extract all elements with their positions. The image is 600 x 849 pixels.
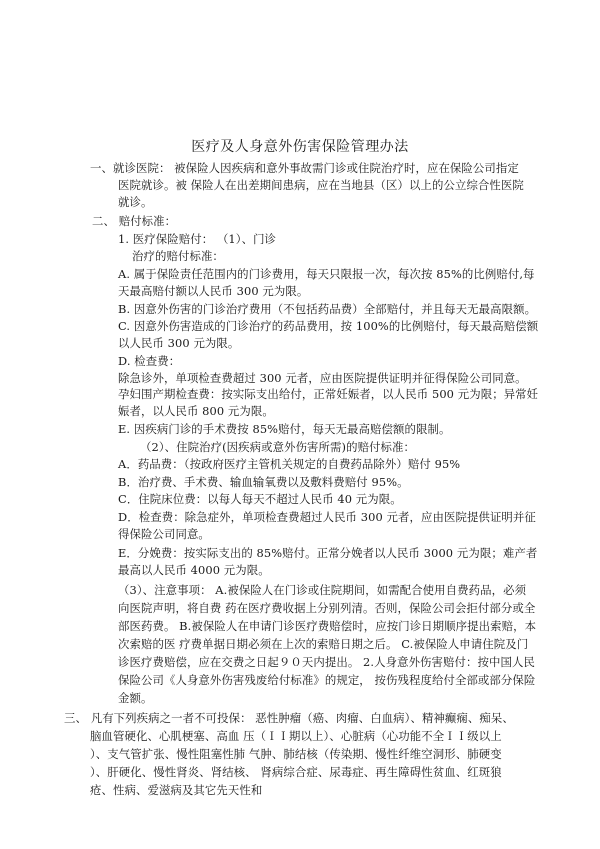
text-line: B. 因意外伤害的门诊治疗费用（不包括药品费）全部赔付，并且每天无最高限额。 bbox=[118, 302, 537, 316]
text-line: 最高以人民币 4000 元为限。 bbox=[118, 563, 270, 577]
document-title: 医疗及人身意外伤害保险管理办法 bbox=[191, 139, 409, 155]
text-line: 次索赔的医 疗费单据日期必须在上次的索赔日期之后。 C.被保险人申请住院及门 bbox=[118, 637, 529, 651]
text-line: 保险公司《人身意外伤害残废给付标准》的规定， 按伤残程度给付全部或部分保险 bbox=[118, 673, 536, 687]
text-line: B．治疗费、手术费、输血输氧费以及敷料费赔付 95%。 bbox=[118, 475, 409, 489]
text-line: E. 因疾病门诊的手术费按 85%赔付，每天无最高赔偿额的限制。 bbox=[118, 422, 451, 436]
text-line: 脑血管硬化、心肌梗塞、高血 压（ＩＩ期以上）、心脏病（心功能不全ＩＩ级以上 bbox=[90, 729, 502, 743]
text-line: 部医药费。 B.被保险人在申请门诊医疗费赔偿时，应按门诊日期顺序提出索赔，本 bbox=[118, 619, 537, 633]
text-line: 1. 医疗保险赔付： （1）、门诊 bbox=[118, 232, 277, 246]
text-line: 疮、性病、爱滋病及其它先天性和 bbox=[90, 783, 263, 797]
text-line: 金额。 bbox=[118, 691, 153, 705]
text-line: A．药品费：（按政府医疗主管机关规定的自费药品除外）赔付 95% bbox=[118, 457, 461, 471]
text-line: 向医院声明，将自费 药在医疗费收据上分别列清。否则，保险公司会拒付部分或全 bbox=[118, 601, 536, 615]
text-line: 以人民币 300 元为限。 bbox=[118, 336, 240, 350]
text-line: 诊医疗费赔偿，应在交费之日起９０天内提出。 2.人身意外伤害赔付：按中国人民 bbox=[118, 655, 535, 669]
text-line: ）、支气管扩张、慢性阻塞性肺 气肿、肺结核（传染期、慢性纤维空洞形、肺硬变 bbox=[90, 747, 502, 761]
text-line: （2）、住院治疗(因疾病或意外伤害所需)的赔付标准： bbox=[140, 440, 416, 454]
text-line: D．检查费：除急症外，单项检查费超过人民币 300 元者，应由医院提供证明并征 bbox=[118, 510, 536, 524]
text-line: 得保险公司同意。 bbox=[118, 527, 210, 541]
text-line: 天最高赔付额以人民币 300 元为限。 bbox=[118, 284, 309, 298]
text-line: D. 检查费： bbox=[118, 354, 181, 368]
text-line: 一、就诊医院： 被保险人因疾病和意外事故需门诊或住院治疗时，应在保险公司指定 bbox=[90, 161, 519, 175]
text-line: ）、肝硬化、慢性肾炎、肾结核、 肾病综合症、尿毒症、再生障碍性贫血、红斑狼 bbox=[90, 765, 502, 779]
text-line: C．住院床位费：以每人每天不超过人民币 40 元为限。 bbox=[118, 492, 402, 506]
text-line: 三、 凡有下列疾病之一者不可投保： 恶性肿瘤（癌、肉瘤、白血病）、精神癫痫、痴呆、 bbox=[64, 711, 514, 725]
text-line: E．分娩费：按实际支出的 85%赔付。正常分娩者以人民币 3000 元为限；难产者 bbox=[118, 546, 538, 560]
text-line: 娠者，以人民币 800 元为限。 bbox=[118, 404, 274, 418]
text-line: （3）、注意事项： A.被保险人在门诊或住院期间，如需配合使用自费药品，必须 bbox=[118, 583, 527, 597]
text-line: C. 因意外伤害造成的门诊治疗的药品费用，按 100%的比例赔付，每天最高赔偿额 bbox=[118, 319, 539, 333]
text-line: 治疗的赔付标准： bbox=[132, 249, 224, 263]
text-line: 除急诊外，单项检查费超过 300 元者，应由医院提供证明并征得保险公司同意。 bbox=[118, 371, 527, 385]
text-line: A. 属于保险责任范围内的门诊费用，每天只限报一次，每次按 85%的比例赔付,每 bbox=[118, 267, 535, 281]
text-line: 二、 赔付标准： bbox=[92, 214, 177, 228]
text-line: 就诊。 bbox=[118, 195, 153, 209]
text-line: 医院就诊。被 保险人在出差期间患病，应在当地县（区）以上的公立综合性医院 bbox=[118, 178, 524, 192]
text-line: 孕妇围产期检查费：按实际支出给付，正常妊娠者，以人民币 500 元为限；异常妊 bbox=[118, 387, 539, 401]
